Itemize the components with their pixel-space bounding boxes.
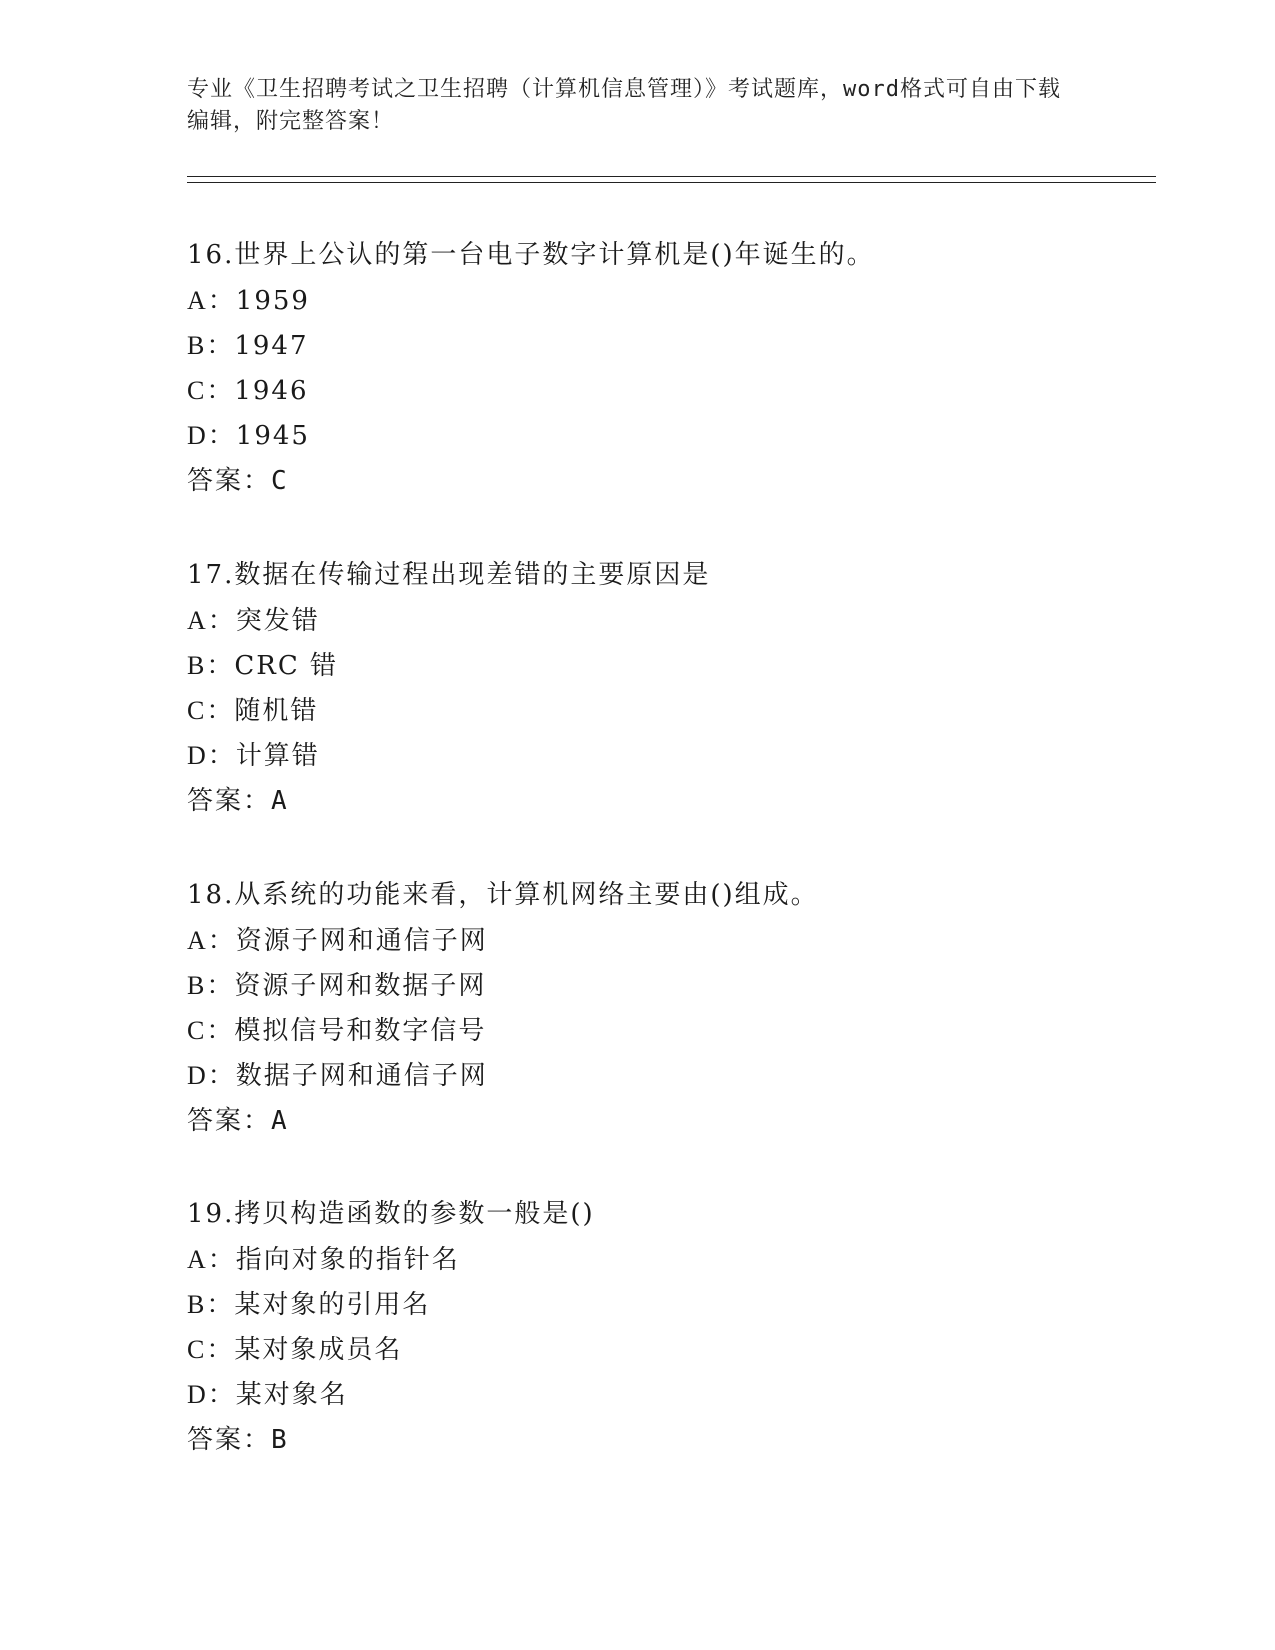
question-stem: 16.世界上公认的第一台电子数字计算机是()年诞生的。 — [187, 240, 875, 270]
option-letter: B： — [187, 651, 235, 680]
document-header: 专业《卫生招聘考试之卫生招聘（计算机信息管理）》考试题库，word格式可自由下载编辑，附完整答案！ — [187, 77, 1061, 134]
answer-line — [187, 1425, 1156, 1470]
option-b — [187, 331, 1156, 376]
option-text: CRC 错 — [234, 651, 338, 681]
answer-label: 答案： — [187, 466, 272, 496]
answer-value: A — [271, 786, 287, 816]
option-letter: C： — [187, 1016, 235, 1045]
option-letter: A： — [187, 1245, 236, 1274]
answer-label: 答案： — [187, 1425, 272, 1455]
question-19 — [187, 1199, 1156, 1470]
option-c — [187, 696, 1156, 741]
answer-line — [187, 466, 1156, 511]
option-text: 某对象的引用名 — [234, 1290, 431, 1320]
option-text: 指向对象的指针名 — [235, 1245, 460, 1275]
answer-value: B — [271, 1425, 287, 1455]
answer-label: 答案： — [187, 1106, 272, 1136]
option-a — [187, 606, 1156, 651]
answer-value: C — [271, 466, 287, 496]
option-text: 突发错 — [235, 606, 320, 636]
option-text: 模拟信号和数字信号 — [234, 1016, 487, 1046]
option-text: 计算错 — [235, 741, 320, 771]
option-text: 资源子网和通信子网 — [235, 926, 488, 956]
question-stem: 19.拷贝构造函数的参数一般是() — [187, 1199, 595, 1229]
option-a — [187, 286, 1156, 331]
option-letter: C： — [187, 696, 235, 725]
option-letter: B： — [187, 1290, 235, 1319]
option-a — [187, 1245, 1156, 1290]
header-divider-top — [187, 176, 1156, 177]
option-d — [187, 1061, 1156, 1106]
option-text: 1946 — [234, 376, 309, 406]
option-letter: A： — [187, 286, 236, 315]
option-letter: C： — [187, 376, 235, 405]
option-text: 资源子网和数据子网 — [234, 971, 487, 1001]
option-letter: D： — [187, 1061, 236, 1090]
option-c — [187, 1016, 1156, 1061]
question-stem: 17.数据在传输过程出现差错的主要原因是 — [187, 560, 711, 590]
option-a — [187, 926, 1156, 971]
option-text: 某对象成员名 — [234, 1335, 403, 1365]
option-c — [187, 1335, 1156, 1380]
option-letter: A： — [187, 926, 236, 955]
option-letter: D： — [187, 421, 236, 450]
option-letter: B： — [187, 971, 235, 1000]
option-d — [187, 741, 1156, 786]
answer-line — [187, 786, 1156, 831]
option-letter: D： — [187, 741, 236, 770]
option-text: 数据子网和通信子网 — [235, 1061, 488, 1091]
answer-label: 答案： — [187, 786, 272, 816]
question-17 — [187, 560, 1156, 831]
option-text: 1947 — [234, 331, 309, 361]
option-letter: B： — [187, 331, 235, 360]
option-text: 1959 — [235, 286, 310, 316]
option-d — [187, 421, 1156, 466]
option-text: 1945 — [235, 421, 310, 451]
answer-line — [187, 1106, 1156, 1151]
option-letter: C： — [187, 1335, 235, 1364]
answer-value: A — [271, 1106, 287, 1136]
option-letter: D： — [187, 1380, 236, 1409]
option-letter: A： — [187, 606, 236, 635]
question-16 — [187, 240, 1156, 511]
option-b — [187, 651, 1156, 696]
option-d — [187, 1380, 1156, 1425]
question-stem: 18.从系统的功能来看，计算机网络主要由()组成。 — [187, 880, 819, 910]
question-18 — [187, 880, 1156, 1151]
option-text: 随机错 — [234, 696, 319, 726]
option-b — [187, 1290, 1156, 1335]
header-divider-bottom — [187, 182, 1156, 183]
option-text: 某对象名 — [235, 1380, 348, 1410]
option-b — [187, 971, 1156, 1016]
option-c — [187, 376, 1156, 421]
